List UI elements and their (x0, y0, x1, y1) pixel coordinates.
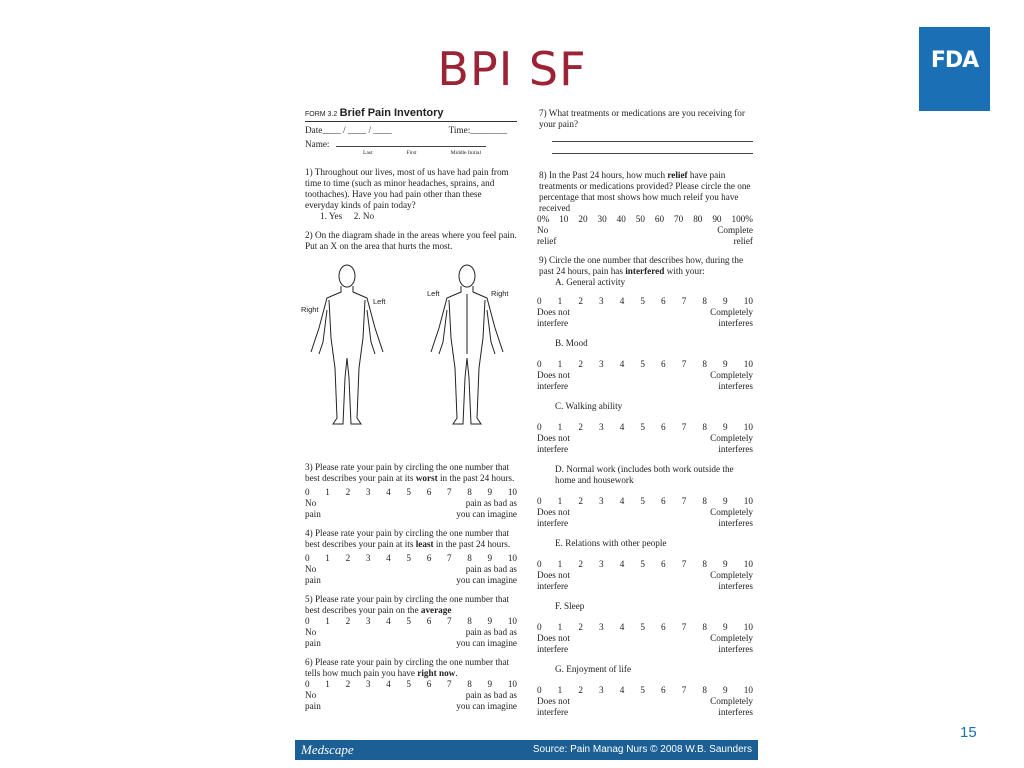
date-field: Date____ / ____ / ____ (305, 125, 392, 135)
question-6-emphasis: right now (417, 668, 456, 678)
question-7 (537, 108, 753, 154)
scale-number: 0% (537, 214, 550, 224)
interference-anchors (537, 433, 753, 455)
anchor-high: Completely interferes (710, 370, 753, 391)
back-left-label: Left (427, 289, 440, 298)
scale-number: 7 (681, 359, 687, 369)
scale-number: 4 (619, 496, 625, 506)
anchor-low: Does not interfere (537, 570, 570, 591)
scale-number: 7 (681, 496, 687, 506)
interference-scale (537, 559, 753, 570)
pain-scale (305, 616, 517, 627)
scale-number: 0 (537, 422, 542, 432)
medscape-brand: Medscape (301, 742, 354, 757)
interference-anchors (537, 507, 753, 529)
interference-item (537, 664, 753, 718)
question-5 (305, 594, 517, 649)
scale-number: 1 (557, 559, 563, 569)
scale-number: 4 (619, 559, 625, 569)
scale-number: 2 (578, 559, 583, 569)
body-outline-figures (305, 258, 517, 454)
scale-number: 20 (578, 214, 588, 224)
scale-number: 4 (619, 622, 625, 632)
scale-number: 4 (386, 616, 391, 626)
question-2 (305, 230, 517, 252)
answer-line (552, 130, 753, 142)
scale-number: 6 (426, 553, 432, 563)
scale-number: 2 (578, 622, 583, 632)
scale-number: 90 (712, 214, 722, 224)
question-4-emphasis: least (415, 539, 434, 549)
scale-number: 8 (702, 422, 707, 432)
interference-scale (537, 359, 753, 370)
interference-item-label: D. Normal work (includes both work outside the home and housework (555, 464, 734, 485)
question-1 (305, 167, 517, 222)
scale-number: 10 (507, 487, 517, 497)
scale-number: 5 (406, 679, 411, 689)
scale-number: 7 (681, 685, 687, 695)
scale-number: 5 (640, 359, 645, 369)
scale-number: 0 (305, 487, 310, 497)
form-footer (295, 740, 758, 760)
scale-number: 2 (578, 422, 583, 432)
pain-scale (305, 487, 517, 498)
anchor-high: Completely interferes (710, 633, 753, 654)
scale-number: 1 (557, 359, 563, 369)
anchor-high: Completely interferes (710, 507, 753, 528)
interference-item-label: F. Sleep (555, 601, 585, 611)
interference-item (537, 338, 753, 392)
scale-number: 1 (557, 496, 563, 506)
scale-number: 50 (635, 214, 645, 224)
interference-anchors (537, 370, 753, 392)
fda-logo-text: FDA (930, 48, 979, 73)
scale-number: 1 (325, 616, 330, 626)
anchor-low: No pain (305, 564, 321, 585)
bpi-form-image (295, 108, 758, 760)
scale-number: 9 (487, 679, 493, 689)
anchor-high: pain as bad as you can imagine (456, 564, 517, 585)
scale-number: 3 (365, 553, 371, 563)
date-time-row (305, 125, 517, 136)
question-3-text-end: in the past 24 hours. (437, 473, 515, 483)
scale-number: 1 (557, 622, 563, 632)
scale-number: 8 (467, 616, 472, 626)
scale-number: 6 (661, 359, 666, 369)
interference-scale (537, 422, 753, 433)
question-9 (537, 255, 753, 718)
source-citation: Source: Pain Manag Nurs © 2008 W.B. Saunders (532, 744, 752, 755)
scale-number: 7 (446, 616, 452, 626)
scale-number: 5 (640, 622, 645, 632)
scale-number: 8 (467, 679, 472, 689)
scale-number: 2 (578, 685, 583, 695)
slide-title: BPI SF (437, 42, 587, 96)
scale-number: 6 (661, 559, 666, 569)
form-number: FORM 3.2 (305, 111, 338, 118)
interference-scale (537, 622, 753, 633)
question-8-emphasis: relief (667, 170, 688, 180)
interference-anchors (537, 633, 753, 655)
question-4 (305, 528, 517, 586)
scale-number: 8 (702, 622, 707, 632)
interference-item-label: E. Relations with other people (555, 538, 667, 548)
scale-number: 10 (743, 359, 753, 369)
scale-number: 0 (305, 553, 310, 563)
scale-number: 4 (619, 359, 625, 369)
scale-number: 8 (702, 685, 707, 695)
body-diagram (301, 258, 517, 454)
question-9-emphasis: interfered (625, 266, 665, 276)
front-right-label: Right (301, 305, 319, 314)
scale-number: 6 (426, 679, 432, 689)
pain-scale (305, 679, 517, 690)
time-field: Time:________ (448, 125, 507, 135)
question-6-text-end: . (455, 668, 458, 678)
scale-number: 5 (406, 487, 411, 497)
scale-number: 0 (537, 296, 542, 306)
scale-number: 2 (578, 296, 583, 306)
scale-number: 10 (507, 679, 517, 689)
front-left-label: Left (373, 297, 386, 306)
scale-number: 7 (446, 679, 452, 689)
question-8-text: 8) In the Past 24 hours, how much (539, 170, 668, 180)
scale-number: 9 (487, 487, 493, 497)
pain-anchors (305, 564, 517, 586)
scale-number: 40 (616, 214, 626, 224)
anchor-high: pain as bad as you can imagine (456, 690, 517, 711)
scale-number: 1 (325, 679, 330, 689)
scale-number: 6 (661, 685, 666, 695)
interference-items (537, 277, 753, 718)
interference-item (537, 601, 753, 655)
scale-number: 5 (640, 685, 645, 695)
scale-number: 10 (743, 559, 753, 569)
scale-number: 10 (743, 422, 753, 432)
anchor-high: Completely interferes (710, 696, 753, 717)
anchor-low: Does not interfere (537, 433, 570, 454)
scale-number: 1 (557, 296, 563, 306)
scale-number: 3 (599, 422, 604, 432)
question-7-text: 7) What treatments or medications are you receiving for your pain? (539, 108, 745, 129)
question-1-text: 1) Throughout our lives, most of us have had pain from time to time (such as minor headaches, sprains, and toothaches). Have you had pain other than these everyday kinds of pain today? (305, 167, 509, 210)
fda-logo (919, 27, 990, 111)
scale-number: 5 (406, 553, 411, 563)
relief-scale (537, 214, 753, 225)
anchor-low: No pain (305, 627, 321, 648)
scale-number: 0 (537, 559, 542, 569)
scale-number: 10 (507, 553, 517, 563)
scale-number: 9 (487, 553, 493, 563)
scale-number: 3 (599, 559, 604, 569)
scale-number: 0 (537, 359, 542, 369)
interference-item (537, 277, 753, 329)
scale-number: 4 (386, 679, 391, 689)
scale-number: 9 (723, 622, 728, 632)
form-title: Brief Pain Inventory (339, 107, 444, 119)
scale-number: 8 (702, 496, 707, 506)
scale-number: 2 (578, 359, 583, 369)
scale-number: 0 (537, 685, 542, 695)
scale-number: 0 (305, 616, 310, 626)
scale-number: 4 (386, 553, 391, 563)
interference-item-label: A. General activity (555, 277, 626, 287)
scale-number: 8 (702, 296, 707, 306)
scale-number: 4 (619, 685, 625, 695)
scale-number: 5 (640, 559, 645, 569)
question-8-text-end: have pain treatments or medications provided? Please circle the one percentage that most shows how much releif you have received (539, 170, 751, 213)
scale-number: 1 (325, 553, 330, 563)
scale-number: 9 (723, 422, 728, 432)
scale-number: 3 (599, 496, 604, 506)
anchor-low: Does not interfere (537, 370, 570, 391)
relief-anchors (537, 225, 753, 247)
scale-number: 6 (661, 296, 666, 306)
question-2-text: 2) On the diagram shade in the areas where you feel pain. Put an X on the area that hurts the most. (305, 230, 517, 251)
scale-number: 10 (743, 296, 753, 306)
question-3-text: 3) Please rate your pain by circling the one number that best describes your pain at its (305, 462, 510, 483)
pain-anchors (305, 627, 517, 649)
interference-scale (537, 685, 753, 696)
anchor-low: Does not interfere (537, 307, 570, 328)
interference-item (537, 401, 753, 455)
scale-number: 3 (599, 296, 604, 306)
scale-number: 1 (557, 422, 563, 432)
scale-number: 6 (426, 616, 432, 626)
scale-number: 7 (681, 422, 687, 432)
interference-item-label: G. Enjoyment of life (555, 664, 632, 674)
scale-number: 3 (365, 487, 371, 497)
scale-number: 100% (731, 214, 753, 224)
question-3-emphasis: worst (415, 473, 438, 483)
scale-number: 9 (723, 685, 728, 695)
anchor-high: Completely interferes (710, 433, 753, 454)
interference-anchors (537, 307, 753, 329)
scale-number: 8 (702, 359, 707, 369)
question-4-text: 4) Please rate your pain by circling the one number that best describes your pain at its (305, 528, 510, 549)
scale-number: 10 (507, 616, 517, 626)
anchor-high: Completely interferes (710, 307, 753, 328)
back-right-label: Right (491, 289, 509, 298)
scale-number: 80 (693, 214, 703, 224)
scale-number: 5 (640, 422, 645, 432)
interference-item (537, 538, 753, 592)
scale-number: 7 (681, 559, 687, 569)
question-5-text: 5) Please rate your pain by circling the one number that best describes your pain on the (305, 594, 510, 615)
scale-number: 9 (723, 296, 728, 306)
scale-number: 0 (537, 622, 542, 632)
anchor-low: No pain (305, 498, 321, 519)
scale-number: 0 (305, 679, 310, 689)
scale-number: 10 (743, 685, 753, 695)
scale-number: 2 (345, 487, 351, 497)
relief-low: No relief (537, 225, 557, 246)
scale-number: 2 (345, 553, 351, 563)
scale-number: 7 (446, 553, 452, 563)
form-right-column (537, 108, 753, 718)
scale-number: 1 (325, 487, 330, 497)
pain-anchors (305, 690, 517, 712)
scale-number: 7 (681, 296, 687, 306)
interference-item (537, 464, 753, 529)
scale-number: 4 (386, 487, 391, 497)
interference-anchors (537, 696, 753, 718)
form-left-column (301, 107, 517, 712)
anchor-low: Does not interfere (537, 696, 570, 717)
name-middle: Middle Initial (450, 150, 481, 156)
scale-number: 9 (723, 559, 728, 569)
question-6 (305, 657, 517, 712)
scale-number: 6 (661, 622, 666, 632)
answer-line (552, 142, 753, 154)
scale-number: 3 (599, 359, 604, 369)
question-9-text: 9) Circle the one number that describes how, during the past 24 hours, pain has (539, 255, 744, 276)
question-3 (305, 462, 517, 520)
scale-number: 2 (345, 679, 351, 689)
pain-scale (305, 553, 517, 564)
form-header (305, 108, 517, 122)
interference-anchors (537, 570, 753, 592)
scale-number: 3 (599, 622, 604, 632)
slide-number: 15 (960, 724, 977, 741)
anchor-low: Does not interfere (537, 633, 570, 654)
question-6-text: 6) Please rate your pain by circling the one number that tells how much pain you have (305, 657, 510, 678)
scale-number: 8 (467, 553, 472, 563)
scale-number: 7 (446, 487, 452, 497)
scale-number: 10 (743, 496, 753, 506)
name-first: First (406, 150, 417, 156)
question-8 (537, 170, 753, 247)
scale-number: 5 (640, 496, 645, 506)
interference-item-label: C. Walking ability (555, 401, 623, 411)
scale-number: 10 (743, 622, 753, 632)
scale-number: 4 (619, 296, 625, 306)
pain-anchors (305, 498, 517, 520)
scale-number: 9 (723, 359, 728, 369)
scale-number: 6 (661, 496, 666, 506)
question-1-options: 1. Yes 2. No (320, 211, 375, 221)
question-9-text-end: with your: (664, 266, 705, 276)
name-label: Name: (305, 139, 330, 149)
scale-number: 7 (681, 622, 687, 632)
anchor-low: Does not interfere (537, 507, 570, 528)
scale-number: 6 (661, 422, 666, 432)
name-last: Last (363, 150, 373, 156)
anchor-high: pain as bad as you can imagine (456, 627, 517, 648)
anchor-low: No pain (305, 690, 321, 711)
scale-number: 2 (345, 616, 351, 626)
scale-number: 3 (365, 616, 371, 626)
scale-number: 0 (537, 496, 542, 506)
scale-number: 30 (597, 214, 607, 224)
scale-number: 6 (426, 487, 432, 497)
scale-number: 8 (467, 487, 472, 497)
scale-number: 8 (702, 559, 707, 569)
scale-number: 60 (654, 214, 665, 224)
scale-number: 9 (723, 496, 728, 506)
scale-number: 10 (559, 214, 569, 224)
interference-item-label: B. Mood (555, 338, 588, 348)
scale-number: 3 (599, 685, 604, 695)
scale-number: 5 (640, 296, 645, 306)
interference-scale (537, 296, 753, 307)
scale-number: 9 (487, 616, 493, 626)
question-5-emphasis: average (420, 605, 452, 615)
anchor-high: Completely interferes (710, 570, 753, 591)
scale-number: 2 (578, 496, 583, 506)
scale-number: 3 (365, 679, 371, 689)
relief-high: Complete relief (717, 225, 753, 246)
scale-number: 4 (619, 422, 625, 432)
question-4-text-end: in the past 24 hours. (433, 539, 511, 549)
interference-scale (537, 496, 753, 507)
anchor-high: pain as bad as you can imagine (456, 498, 517, 519)
scale-number: 1 (557, 685, 563, 695)
scale-number: 5 (406, 616, 411, 626)
scale-number: 70 (674, 214, 684, 224)
